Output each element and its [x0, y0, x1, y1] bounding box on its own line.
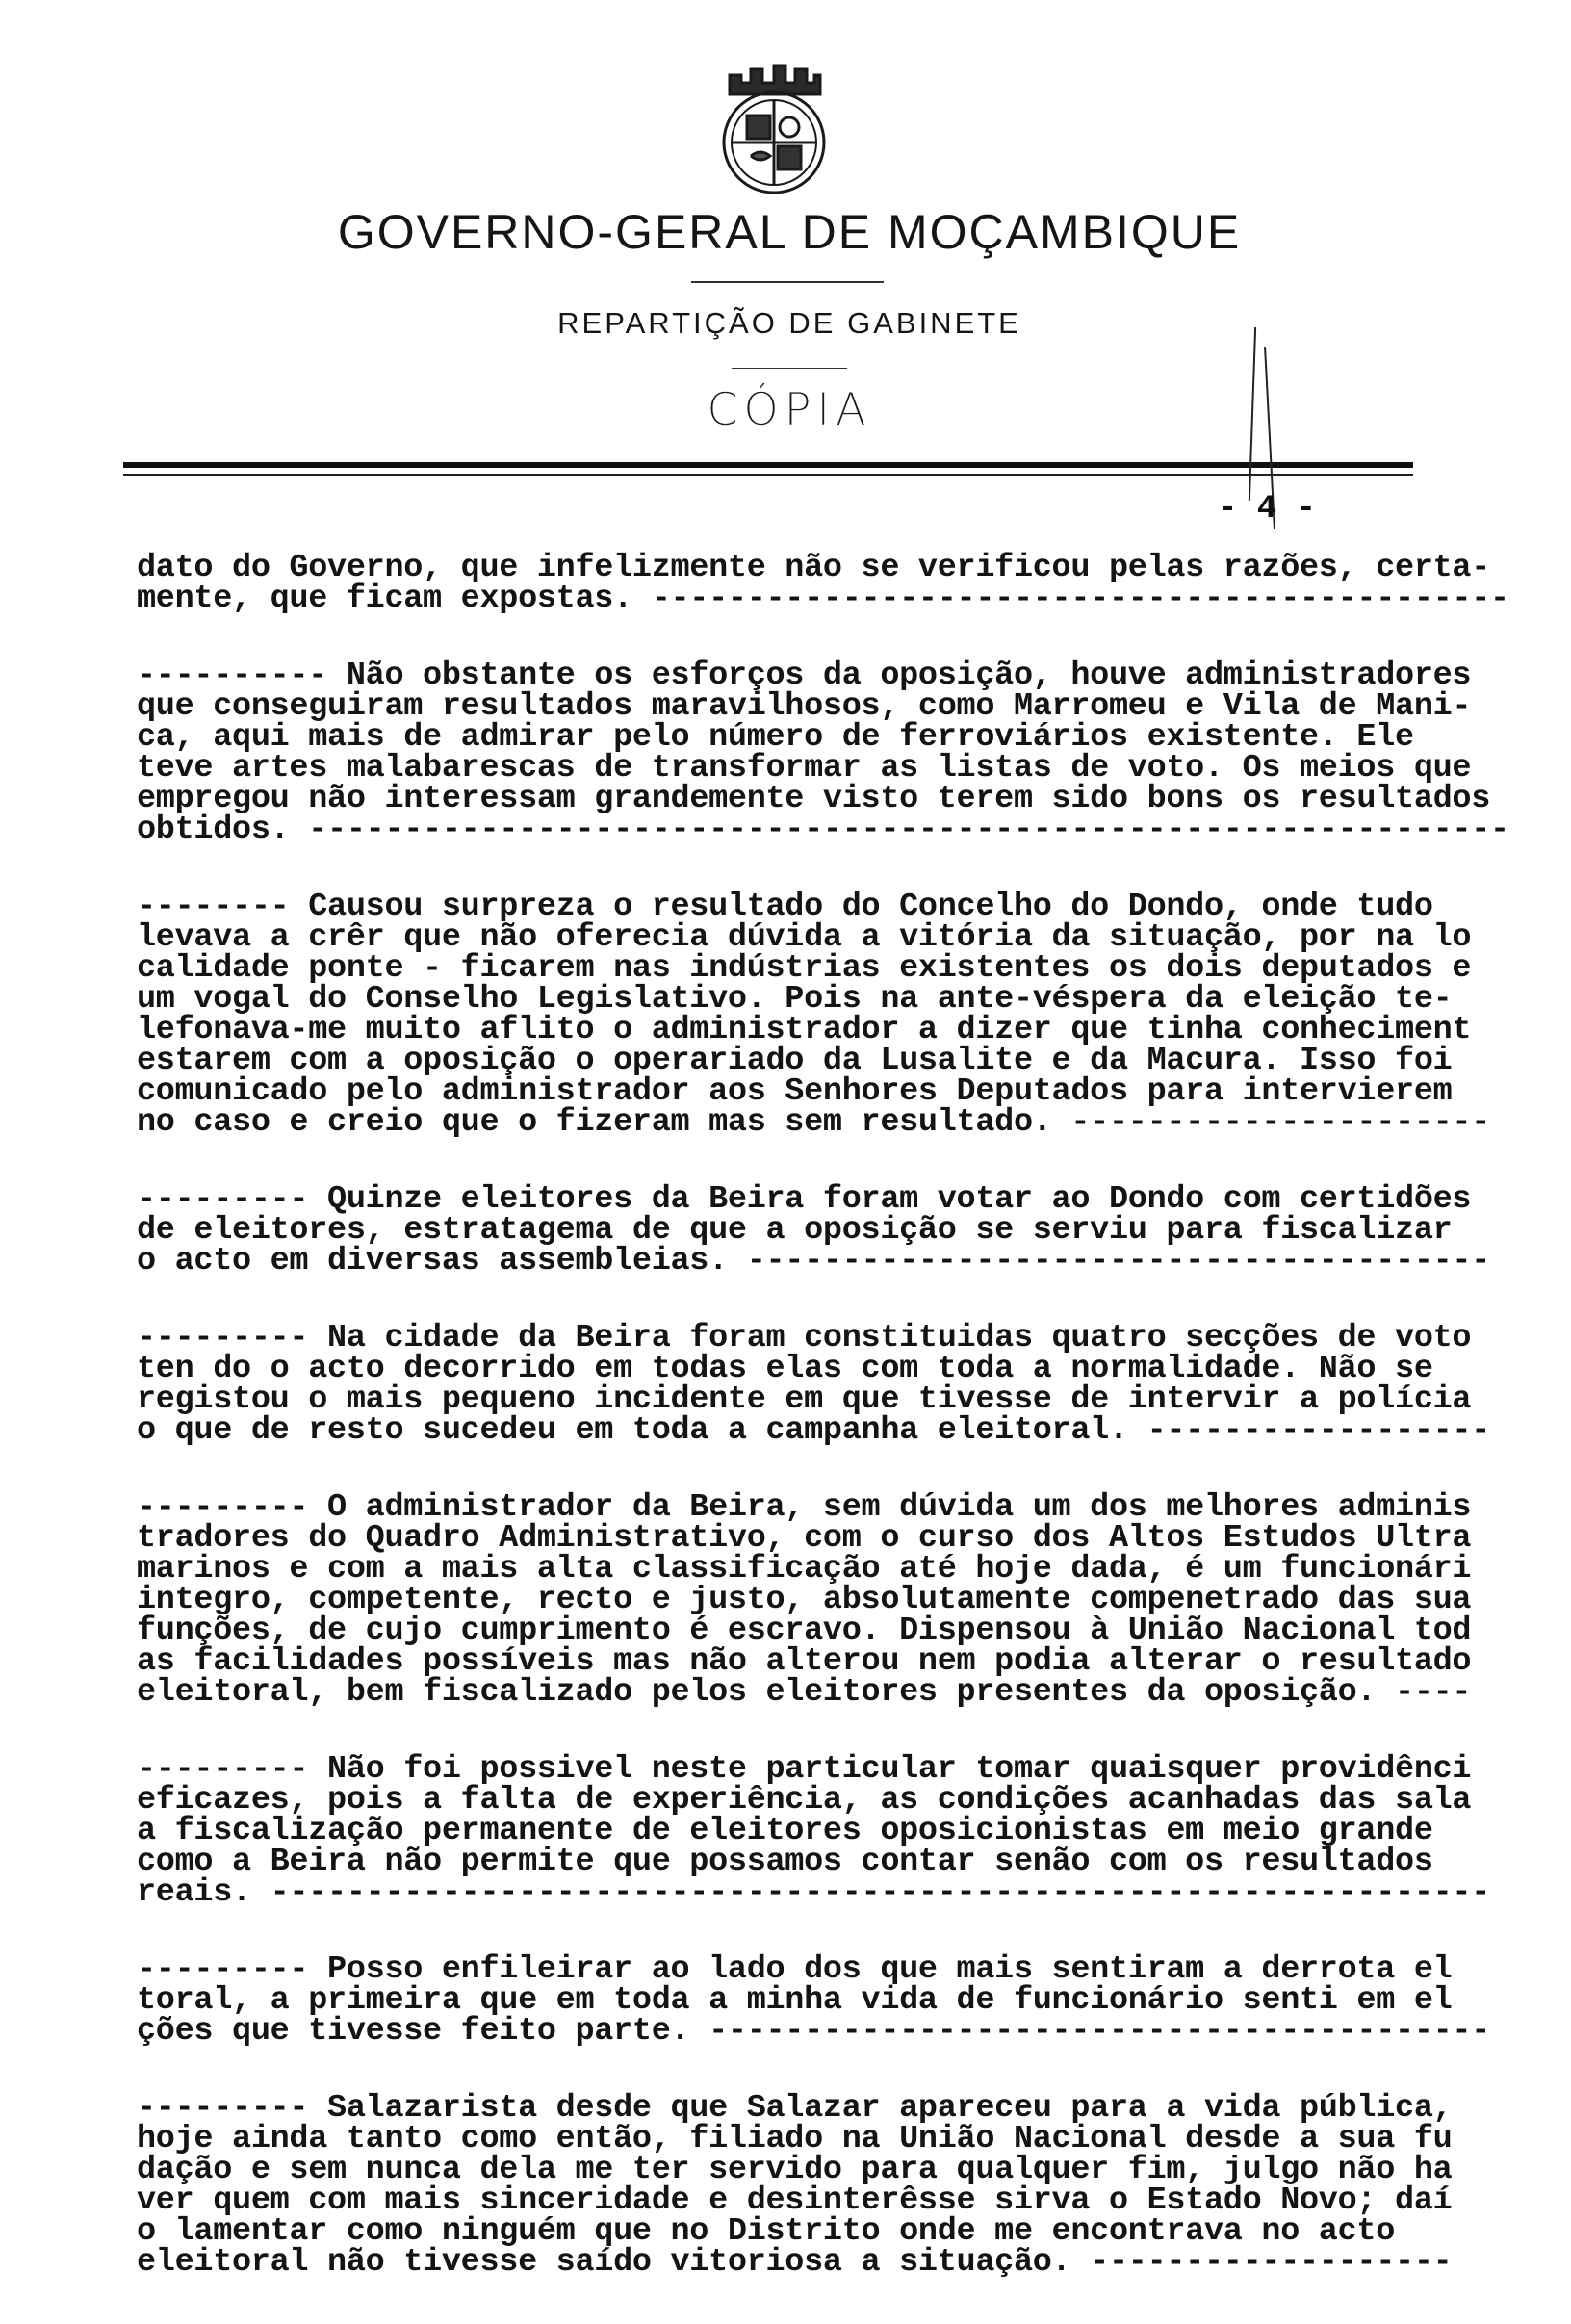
- paragraph: [137, 889, 1491, 1141]
- text-line: marinos e com a mais alta classificação até hoje dada, é um funcionári: [137, 1551, 1472, 1588]
- divider: [691, 281, 884, 283]
- text-line: no caso e creio que o fizeram mas sem resultado. ----------------------: [137, 1104, 1491, 1141]
- text-line: calidade ponte - ficarem nas indústrias existentes os dois deputados e: [137, 950, 1472, 987]
- text-line: dato do Governo, que infelizmente não se verificou pelas razões, certa-: [137, 550, 1491, 586]
- text-line: eleitoral, bem fiscalizado pelos eleitores presentes da oposição. ----: [137, 1674, 1472, 1711]
- paragraph: [137, 2090, 1484, 2281]
- text-line: integro, competente, recto e justo, absolutamente compenetrado das sua: [137, 1582, 1472, 1618]
- paragraph: [137, 1951, 1491, 2050]
- text-line: comunicado pelo administrador aos Senhores Deputados para intervierem: [137, 1073, 1453, 1110]
- text-line: ---------- Não obstante os esforços da oposição, houve administradores: [137, 658, 1472, 694]
- text-line: --------- Quinze eleitores da Beira foram votar ao Dondo com certidões: [137, 1181, 1472, 1218]
- page-number: - 4 -: [1218, 491, 1317, 528]
- text-line: hoje ainda tanto como então, filiado na União Nacional desde a sua fu: [137, 2121, 1453, 2157]
- text-line: as facilidades possíveis mas não alterou nem podia alterar o resultado: [137, 1643, 1472, 1680]
- text-line: lefonava-me muito aflito o administrador a dizer que tinha conheciment: [137, 1012, 1472, 1048]
- government-title: GOVERNO-GERAL DE MOÇAMBIQUE: [337, 205, 1242, 259]
- copy-label: CÓPIA: [707, 383, 872, 435]
- text-line: obtidos. ---------------------------------------------------------------: [137, 812, 1509, 848]
- text-line: -------- Causou surpreza o resultado do Concelho do Dondo, onde tudo: [137, 889, 1433, 925]
- text-line: o que de resto sucedeu em toda a campanha eleitoral. ------------------: [137, 1412, 1491, 1449]
- text-line: reais. ----------------------------------------------------------------: [137, 1874, 1491, 1911]
- text-line: --------- Posso enfileirar ao lado dos que mais sentiram a derrota el: [137, 1951, 1453, 1988]
- paragraph: [137, 1181, 1491, 1279]
- text-line: empregou não interessam grandemente visto terem sido bons os resultados: [137, 781, 1491, 817]
- text-line: toral, a primeira que em toda a minha vida de funcionário senti em el: [137, 1982, 1453, 2019]
- paragraph: [137, 550, 1509, 617]
- text-line: o acto em diversas assembleias. ---------------------------------------: [137, 1243, 1491, 1279]
- text-line: eficazes, pois a falta de experiência, as condições acanhadas das sala: [137, 1782, 1472, 1819]
- document-body: [137, 550, 1509, 2324]
- text-line: dação e sem nunca dela me ter servido para qualquer fim, julgo não ha: [137, 2152, 1453, 2188]
- text-line: o lamentar como ninguém que no Distrito onde me encontrava no acto: [137, 2213, 1396, 2250]
- header-rule: [123, 462, 1413, 468]
- paragraph: [137, 658, 1509, 848]
- text-line: --------- Não foi possivel neste particular tomar quaisquer providênci: [137, 1751, 1472, 1788]
- paragraph: [137, 1751, 1491, 1911]
- header-rule-thin: [123, 474, 1413, 476]
- divider: [732, 368, 847, 369]
- text-line: --------- Na cidade da Beira foram constituidas quatro secções de voto: [137, 1320, 1472, 1356]
- text-line: teve artes malabarescas de transformar as listas de voto. Os meios que: [137, 750, 1472, 787]
- text-line: um vogal do Conselho Legislativo. Pois na ante-véspera da eleição te-: [137, 981, 1453, 1018]
- text-line: que conseguiram resultados maravilhosos, como Marromeu e Vila de Mani-: [137, 688, 1472, 725]
- text-line: ções que tivesse feito parte. -----------------------------------------: [137, 2013, 1491, 2050]
- department-title: REPARTIÇÃO DE GABINETE: [557, 306, 1021, 340]
- text-line: registou o mais pequeno incidente em que tivesse de intervir a polícia: [137, 1381, 1472, 1418]
- text-line: ver quem com mais sinceridade e desinterêsse sirva o Estado Novo; daí: [137, 2182, 1453, 2219]
- text-line: eleitoral não tivesse saído vitoriosa a situação. -------------------: [137, 2244, 1453, 2281]
- text-line: tradores do Quadro Administrativo, com o curso dos Altos Estudos Ultra: [137, 1520, 1472, 1557]
- text-line: de eleitores, estratagema de que a oposição se serviu para fiscalizar: [137, 1212, 1453, 1249]
- text-line: --------- Salazarista desde que Salazar apareceu para a vida pública,: [137, 2090, 1453, 2127]
- text-line: ten do o acto decorrido em todas elas com toda a normalidade. Não se: [137, 1351, 1433, 1387]
- text-line: a fiscalização permanente de eleitores oposicionistas em meio grande: [137, 1813, 1433, 1849]
- text-line: --------- O administrador da Beira, sem dúvida um dos melhores adminis: [137, 1489, 1472, 1526]
- paragraph: [137, 1489, 1484, 1711]
- text-line: funções, de cujo cumprimento é escravo. Dispensou à União Nacional tod: [137, 1613, 1472, 1649]
- text-line: estarem com a oposição o operariado da Lusalite e da Macura. Isso foi: [137, 1043, 1453, 1079]
- text-line: como a Beira não permite que possamos contar senão com os resultados: [137, 1844, 1433, 1880]
- text-line: ca, aqui mais de admirar pelo número de ferroviários existente. Ele: [137, 719, 1414, 756]
- text-line: levava a crêr que não oferecia dúvida a vitória da situação, por na lo: [137, 919, 1472, 956]
- paragraph: [137, 1320, 1491, 1449]
- text-line: mente, que ficam expostas. ---------------------------------------------: [137, 581, 1509, 617]
- coat-of-arms-icon: [701, 56, 845, 200]
